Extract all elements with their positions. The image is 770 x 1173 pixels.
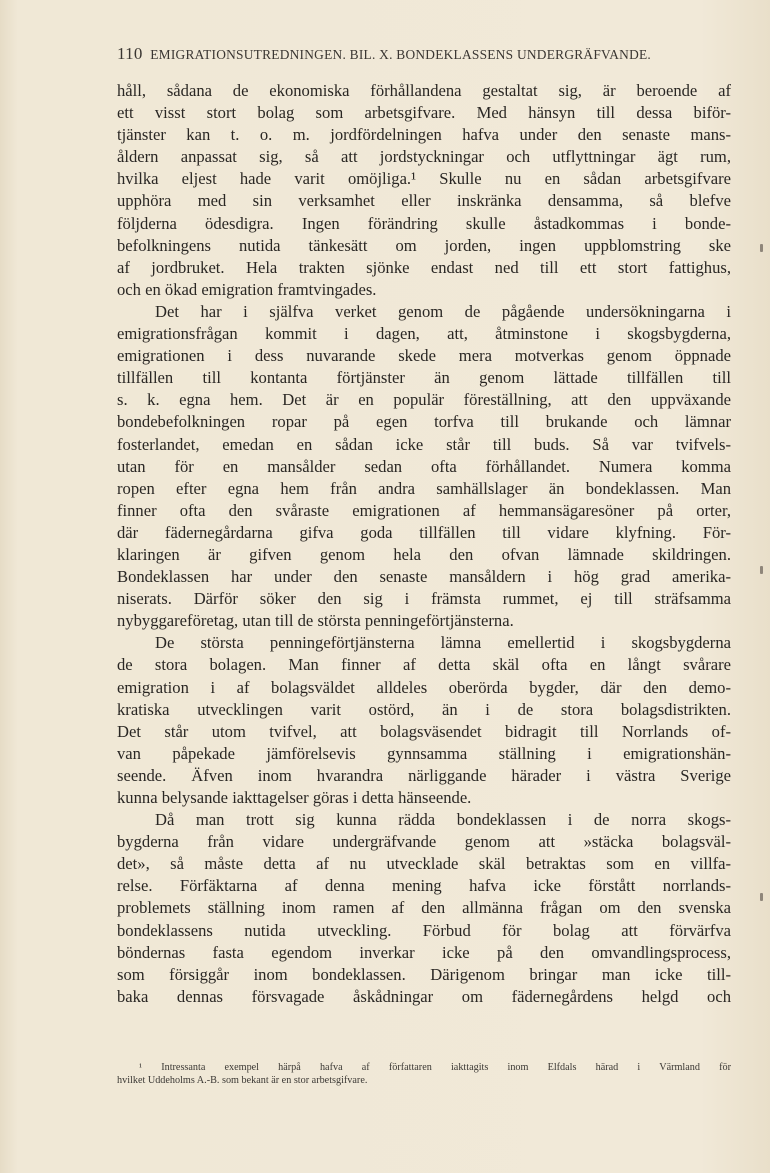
text-line: nybyggareföretag, utan till de största penningeförtjänsterna.	[117, 611, 514, 631]
text-line: van påpekade jämförelsevis gynnsamma ställning i emigrationshän-	[117, 743, 731, 763]
text-line: seende. Äfven inom hvarandra närliggande härader i västra Sverige	[117, 765, 731, 785]
paragraph-start: De största penningeförtjänsterna lämna emellertid i skogsbygderna	[155, 633, 731, 653]
text-line: emigration i af bolagsväldet alldeles oberörda bygder, där den demo-	[117, 677, 731, 697]
text-line: hvilka eljest hade varit omöjliga.¹ Skulle nu en sådan arbetsgifvare	[117, 169, 731, 189]
text-line: befolkningens nutida tänkesätt om jorden, ingen uppblomstring ske	[117, 235, 731, 255]
page-speck	[760, 244, 763, 252]
paragraph-start: Då man trott sig kunna rädda bondeklassen i de norra skogs-	[155, 810, 731, 830]
footnote-line: hvilket Uddeholms A.-B. som bekant är en stor arbetsgifvare.	[117, 1075, 368, 1086]
text-line: ropen efter egna hem från andra samhällslager än bondeklassen. Man	[117, 478, 731, 498]
text-line: emigrationen i dess nuvarande skede mera motverkas genom öppnade	[117, 346, 731, 366]
text-line: emigrationsfrågan kommit i dagen, att, åtminstone i skogsbygderna,	[117, 324, 731, 344]
text-line: bondebefolkningen ropar på egen torfva till brukande och lämnar	[117, 412, 731, 432]
text-line: Bondeklassen har under den senaste mansåldern i hög grad amerika-	[117, 567, 731, 587]
text-line: af jordbruket. Hela trakten sjönke endast ned till ett stort fattighus,	[117, 257, 731, 277]
text-line: följderna ödesdigra. Ingen förändring skulle åstadkommas i bonde-	[117, 213, 731, 233]
text-line: upphöra med sin verksamhet eller inskränka densamma, så blefve	[117, 191, 731, 211]
text-line: niserats. Därför söker den sig i främsta rummet, ej till sträfsamma	[117, 589, 731, 609]
text-line: bondeklassens nutida utveckling. Förbud för bolag att förvärfva	[117, 920, 731, 940]
text-line: kunna belysande iakttagelser göras i detta hänseende.	[117, 788, 472, 807]
body-text	[117, 80, 731, 1008]
text-line: fosterlandet, emedan en sådan icke står till buds. Så var tvifvels-	[117, 434, 731, 454]
text-line: det», så måste detta af nu utvecklade skäl betraktas som en villfa-	[117, 854, 731, 874]
text-line: relse. Förfäktarna af denna mening hafva icke förstått norrlands-	[117, 876, 731, 896]
running-title: EMIGRATIONSUTREDNINGEN. BIL. X. BONDEKLASSENS UNDERGRÄFVANDE.	[150, 47, 652, 62]
page-speck	[760, 893, 763, 901]
page-number: 110	[117, 44, 143, 63]
text-line: utan för en mansålder sedan ofta förhållandet. Numera komma	[117, 456, 731, 476]
footnote-line: ¹ Intressanta exempel härpå hafva af författaren iakttagits inom Elfdals härad i Värmland för	[139, 1062, 731, 1073]
running-header	[117, 44, 731, 64]
text-line: bygderna från vidare undergräfvande genom att »stäcka bolagsväl-	[117, 832, 731, 852]
text-line: problemets ställning inom ramen af den allmänna frågan om den svenska	[117, 898, 731, 918]
text-line: tillfällen till kontanta förtjänster än genom lättade tillfällen till	[117, 368, 731, 388]
text-line: de stora bolagen. Man finner af detta skäl ofta en långt svårare	[117, 655, 731, 675]
text-line: baka dennas försvagade åskådningar om fädernegårdens helgd och	[117, 986, 731, 1006]
text-line: klaringen är gifven genom hela den ofvan lämnade skildringen.	[117, 544, 731, 564]
page-speck	[760, 566, 763, 574]
text-line: och en ökad emigration framtvingades.	[117, 279, 377, 299]
text-line: böndernas fasta egendom inverkar icke på den omvandlingsprocess,	[117, 942, 731, 962]
text-line: Det står utom tvifvel, att bolagsväsendet bidragit till Norrlands of-	[117, 721, 731, 741]
text-line: tjänster kan t. o. m. jordfördelningen hafva under den senaste mans-	[117, 125, 731, 145]
footnote	[117, 1061, 731, 1087]
text-line: där fädernegårdarna gifva goda tillfällen till vidare klyfning. För-	[117, 522, 731, 542]
text-line: kratiska utvecklingen varit ostörd, än i de stora bolagsdistrikten.	[117, 699, 731, 719]
text-line: s. k. egna hem. Det är en populär föreställning, att den uppväxande	[117, 390, 731, 410]
paragraph-start: Det har i själfva verket genom de pågående undersökningarna i	[155, 301, 731, 321]
text-line: finner ofta den svåraste emigrationen af hemmansägaresöner på orter,	[117, 500, 731, 520]
text-line: åldern anpassat sig, så att jordstyckningar och utflyttningar ägt rum,	[117, 147, 731, 167]
text-line: håll, sådana de ekonomiska förhållandena gestaltat sig, är beroende af	[117, 81, 731, 100]
text-line: ett visst stort bolag som arbetsgifvare. Med hänsyn till dessa biför-	[117, 103, 731, 123]
text-line: som försiggår inom bondeklassen. Därigenom bringar man icke till-	[117, 964, 731, 984]
